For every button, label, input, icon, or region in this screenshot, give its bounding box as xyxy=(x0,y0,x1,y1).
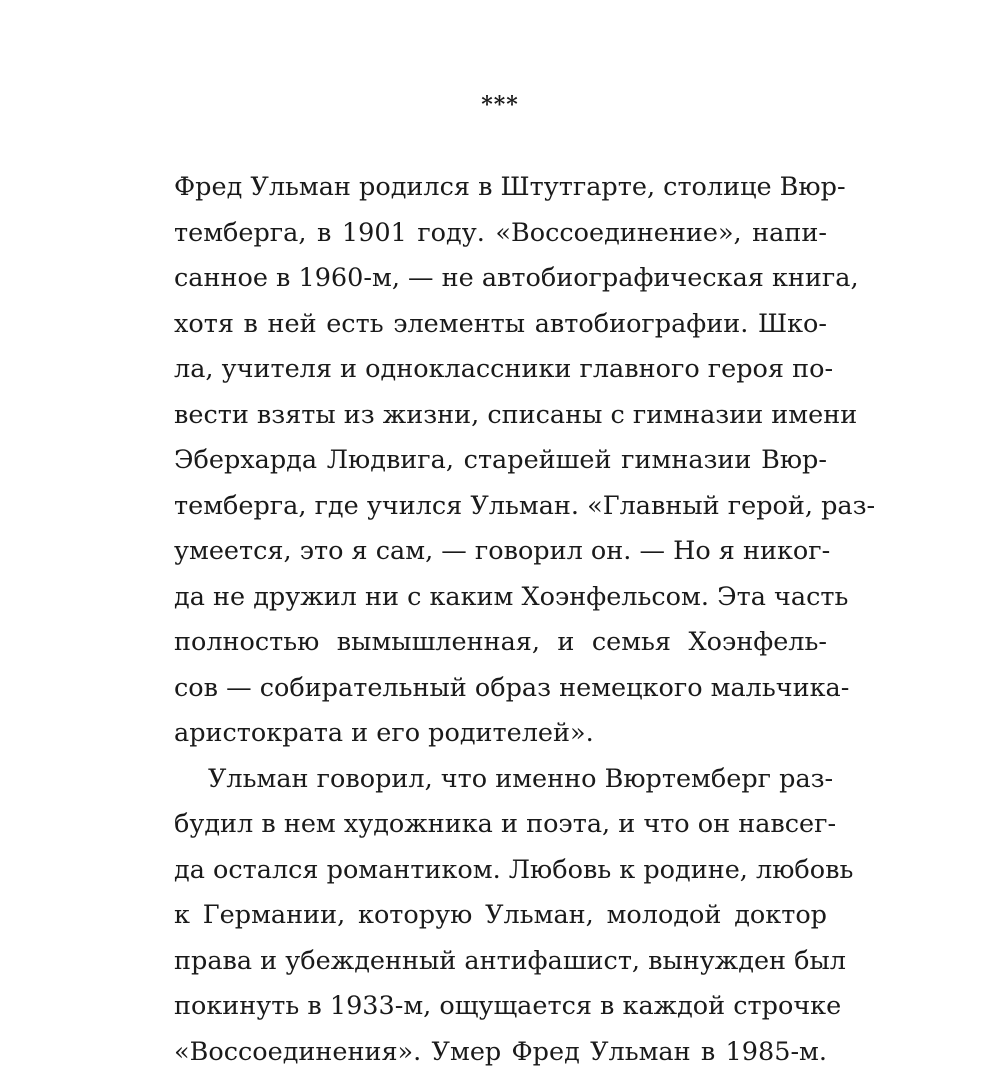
text-line: аристократа и его родителей». xyxy=(174,711,827,757)
text-line: полностью вымышленная, и семья Хоэнфель- xyxy=(174,620,827,666)
text-line: хотя в ней есть элементы автобиографии. Шко- xyxy=(174,302,827,348)
text-line: Ульман говорил, что именно Вюртемберг раз- xyxy=(174,757,827,803)
text-line: темберга, где учился Ульман. «Главный герой, раз- xyxy=(174,484,827,530)
text-line: к Германии, которую Ульман, молодой доктор xyxy=(174,893,827,939)
body-text xyxy=(174,165,827,1075)
text-line: да остался романтиком. Любовь к родине, любовь xyxy=(174,848,827,894)
text-line: будил в нем художника и поэта, и что он навсег- xyxy=(174,802,827,848)
text-line: покинуть в 1933-м, ощущается в каждой строчке xyxy=(174,984,827,1030)
text-line: санное в 1960-м, — не автобиографическая книга, xyxy=(174,256,827,302)
text-line: вести взяты из жизни, списаны с гимназии имени xyxy=(174,393,827,439)
section-separator: *** xyxy=(0,92,1000,118)
text-line: умеется, это я сам, — говорил он. — Но я никог- xyxy=(174,529,827,575)
text-line: темберга, в 1901 году. «Воссоединение», напи- xyxy=(174,211,827,257)
text-line: сов — собирательный образ немецкого мальчика- xyxy=(174,666,827,712)
text-line: ла, учителя и одноклассники главного героя по- xyxy=(174,347,827,393)
text-line: права и убежденный антифашист, вынужден был xyxy=(174,939,827,985)
text-line: да не дружил ни с каким Хоэнфельсом. Эта часть xyxy=(174,575,827,621)
text-line: «Воссоединения». Умер Фред Ульман в 1985-м. xyxy=(174,1030,827,1075)
text-line: Фред Ульман родился в Штутгарте, столице Вюр- xyxy=(174,165,827,211)
text-line: Эберхарда Людвига, старейшей гимназии Вюр- xyxy=(174,438,827,484)
